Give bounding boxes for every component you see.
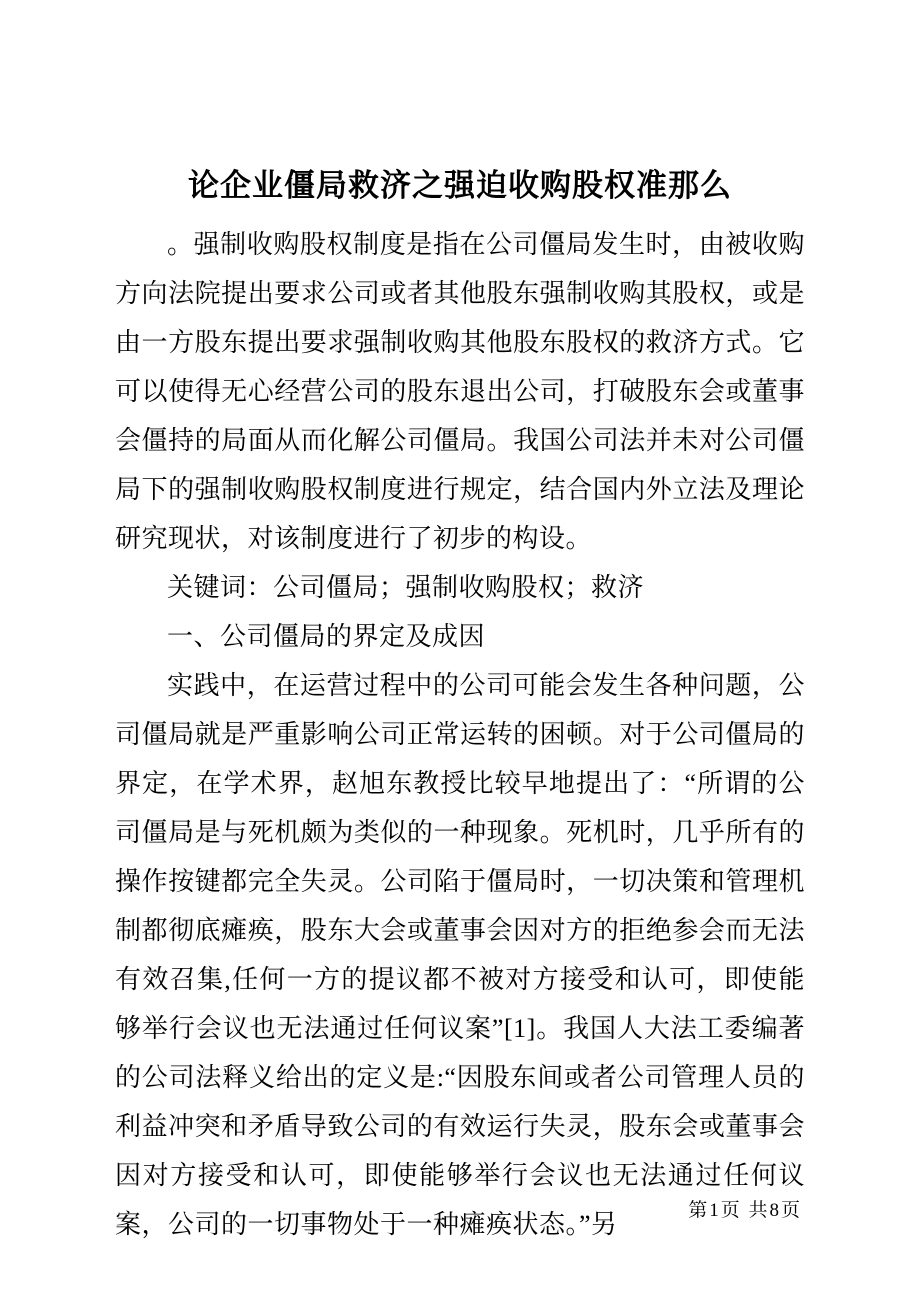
section-heading: 一、公司僵局的界定及成因 [167, 622, 486, 651]
paragraph-abstract: 。强制收购股权制度是指在公司僵局发生时，由被收购方向法院提出要求公司或者其他股东强制收购其股权，或是由一方股东提出要求强制收购其他股东股权的救济方式。它可以使得无心经营公司的股东退出公司，打破股东会或董事会僵持的局面从而化解公司僵局。我国公司法并未对公司僵局下的强制收购股权制度进行规定，结合国内外立法及理论研究现状，对该制度进行了初步的构设。 [115, 230, 805, 553]
page-number-footer: 第1页 共8页 [688, 1200, 802, 1221]
paragraph-keywords: 关键词：公司僵局；强制收购股权；救济 [167, 573, 645, 602]
paragraph-body: 实践中，在运营过程中的公司可能会发生各种问题，公司僵局就是严重影响公司正常运转的困顿。对于公司僵局的界定，在学术界，赵旭东教授比较早地提出了：“所谓的公司僵局是与死机颇为类似的一种现象。死机时，几乎所有的操作按键都完全失灵。公司陷于僵局时，一切决策和管理机制都彻底瘫痪，股东大会或董事会因对方的拒绝参会而无法有效召集,任何一方的提议都不被对方接受和认可，即使能够举行会议也无法通过任何议案”[1]。我国人大法工委编著的公司法释义给出的定义是:“因股东间或者公司管理人员的利益冲突和矛盾导致公司的有效运行失灵，股东会或董事会因对方接受和认可，即使能够举行会议也无法通过任何议案，公司的一切事物处于一种瘫痪状态。”另 [115, 671, 805, 1239]
document-title: 论企业僵局救济之强迫收购股权准那么 [188, 168, 732, 203]
